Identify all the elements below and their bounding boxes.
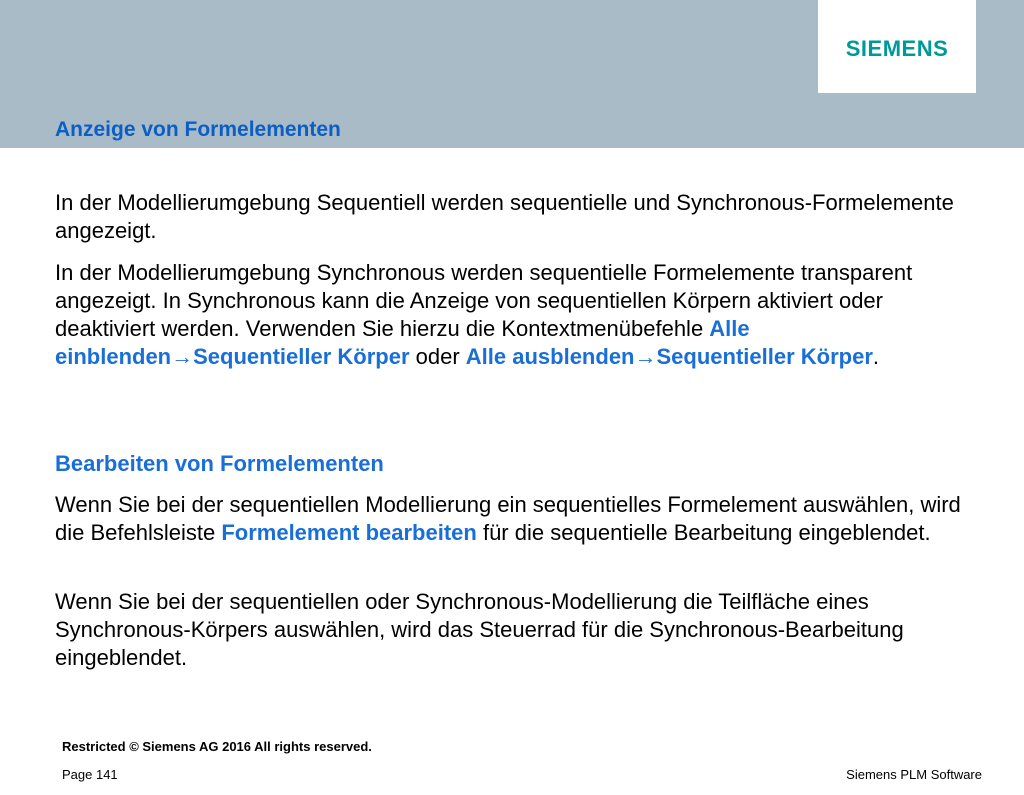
section-title: Bearbeiten von Formelementen xyxy=(55,451,384,476)
paragraph-1: In der Modellierumgebung Sequentiell werden sequentielle und Synchronous-Formelemente angezeigt. xyxy=(55,190,954,243)
command-show-all: Alle einblenden→Sequentieller Körper xyxy=(55,316,750,369)
p2-text-a: In der Modellierumgebung Synchronous werden sequentielle Formelemente transparent angezeigt. In Synchronous kann die Anzeige von sequentiellen Körpern aktiviert oder deaktiviert werden. Verwenden Sie hierzu die Kontextmenübefehle xyxy=(55,260,913,341)
command-hide-all: Alle ausblenden→Sequentieller Körper xyxy=(465,344,873,369)
p2-text-b: oder xyxy=(409,344,466,369)
paragraph-3 xyxy=(55,491,975,547)
paragraph-2 xyxy=(55,259,975,371)
footer-company: Siemens PLM Software xyxy=(846,767,982,782)
p3-text-b: für die sequentielle Bearbeitung eingeblendet. xyxy=(476,520,931,545)
footer-copyright: Restricted © Siemens AG 2016 All rights reserved. xyxy=(62,739,372,754)
p3-text-a: Wenn Sie bei der sequentiellen Modellierung ein sequentielles Formelement auswählen, wird die Befehlsleiste xyxy=(55,492,961,545)
footer-page-number: Page 141 xyxy=(62,767,118,782)
page-title: Anzeige von Formelementen xyxy=(55,118,341,141)
command-edit-feature: Formelement bearbeiten xyxy=(221,520,477,545)
logo-text: SIEMENS xyxy=(845,36,949,61)
siemens-logo xyxy=(818,0,976,93)
p2-text-c: . xyxy=(872,344,880,369)
paragraph-4: Wenn Sie bei der sequentiellen oder Synchronous-Modellierung die Teilfläche eines Synchronous-Körpers auswählen, wird das Steuerrad für die Synchronous-Bearbeitung eingeblendet. xyxy=(55,589,904,670)
